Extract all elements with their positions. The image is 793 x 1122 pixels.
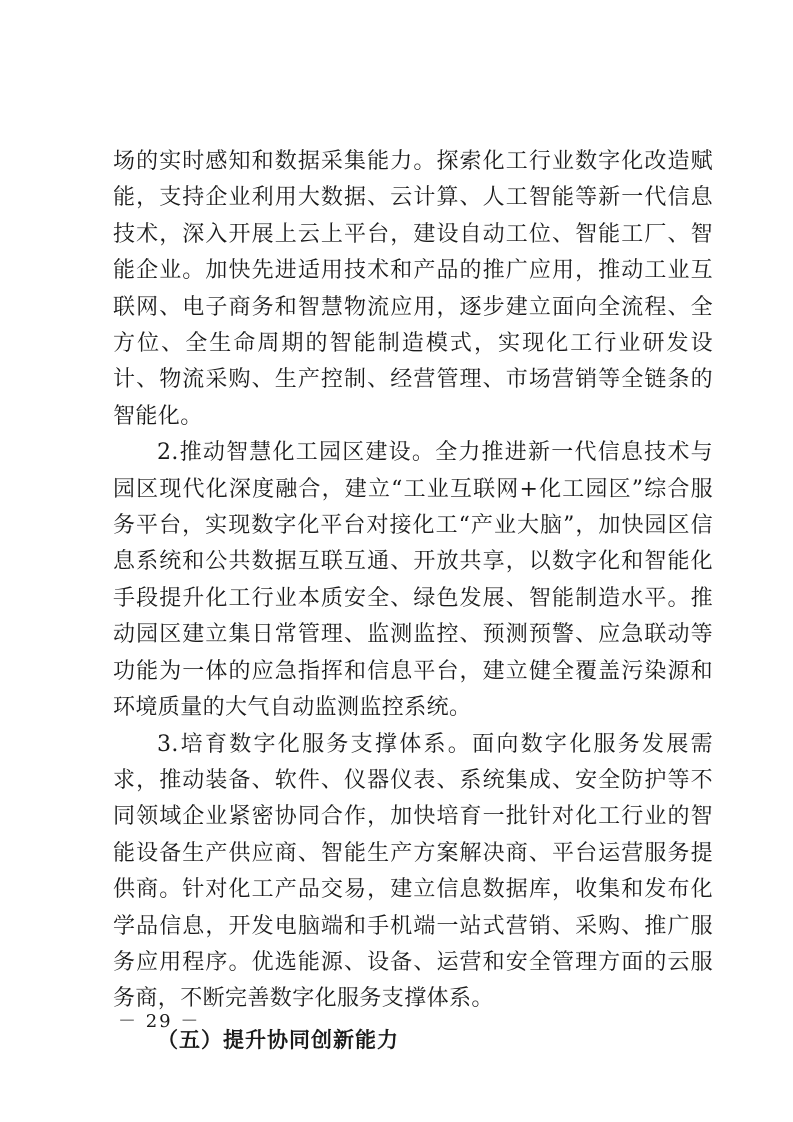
paragraph-1-text: 场的实时感知和数据采集能力。探索化工行业数字化改造赋能，支持企业利用大数据、云计算、人工智能等新一代信息技术，深入开展上云上平台，建设自动工位、智能工厂、智能企业。加快先进适用技术和产品的推广应用，推动工业互联网、电子商务和智慧物流应用，逐步建立面向全流程、全方位、全生命周期的智能制造模式，实现化工行业研发设计、物流采购、生产控制、经营管理、市场营销等全链条的智能化。	[113, 149, 713, 429]
paragraph-digital-service-system	[113, 727, 713, 1018]
paragraph-smart-chemical-park	[113, 435, 713, 726]
paragraph-2-lead: 2.推动智慧化工园区建设。	[157, 440, 436, 466]
paragraph-continuation	[113, 144, 713, 435]
document-body	[113, 144, 713, 1058]
paragraph-2-text: 全力推进新一代信息技术与园区现代化深度融合，建立“工业互联网+化工园区”综合服务平台，实现数字化平台对接化工“产业大脑”，加快园区信息系统和公共数据互联互通、开放共享，以数字化和智能化手段提升化工行业本质安全、绿色发展、智能制造水平。推动园区建立集日常管理、监测监控、预测预警、应急联动等功能为一体的应急指挥和信息平台，建立健全覆盖污染源和环境质量的大气自动监测监控系统。	[113, 440, 713, 721]
paragraph-3-lead: 3.培育数字化服务支撑体系。	[157, 731, 473, 757]
paragraph-3-text: 面向数字化服务发展需求，推动装备、软件、仪器仪表、系统集成、安全防护等不同领域企业紧密协同合作，加快培育一批针对化工行业的智能设备生产供应商、智能生产方案解决商、平台运营服务提供商。针对化工产品交易，建立信息数据库，收集和发布化学品信息，开发电脑端和手机端一站式营销、采购、推广服务应用程序。优选能源、设备、运营和安全管理方面的云服务商，不断完善数字化服务支撑体系。	[113, 731, 713, 1012]
page-number: － 29 －	[118, 1011, 201, 1032]
section-heading: （五）提升协同创新能力	[157, 1027, 399, 1052]
